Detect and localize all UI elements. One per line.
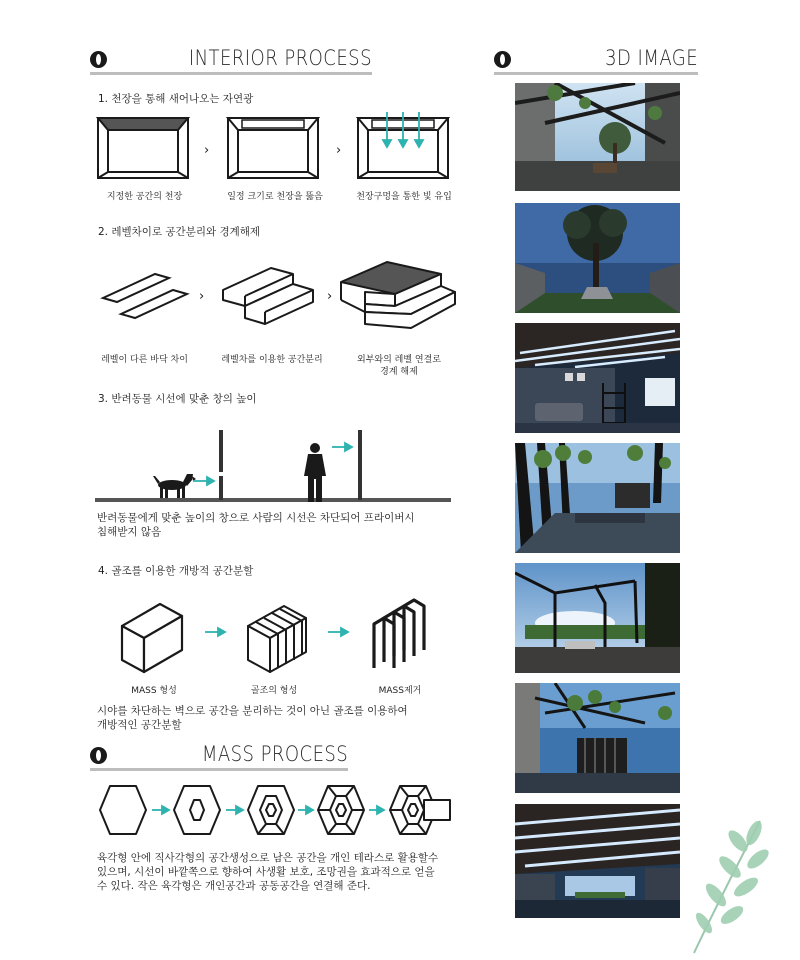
step4-caption-2: 골조의 형성 xyxy=(250,686,298,696)
header-rule xyxy=(90,72,372,75)
ceiling-box-opening xyxy=(228,118,318,178)
arrow-right-icon xyxy=(193,477,214,485)
bullet-icon xyxy=(90,747,107,764)
wall-high xyxy=(358,430,362,500)
level-steps-connected xyxy=(341,262,455,328)
leaf-branch-icon xyxy=(682,815,772,955)
chevron-right-icon: › xyxy=(204,143,210,158)
mass-description-line3: 수 있다. 작은 육각형은 개인공간과 공동공간을 연결해 준다. xyxy=(97,880,371,892)
render-image-7 xyxy=(515,804,680,918)
hexagon-4 xyxy=(318,786,364,834)
arrow-right-icon xyxy=(332,443,352,451)
step2-title: 2. 레벨차이로 공간분리와 경계해제 xyxy=(98,226,261,238)
step3-diagram xyxy=(95,424,455,506)
step2-caption-3: 외부와의 레벨 연결로 xyxy=(357,355,441,365)
step1-diagram xyxy=(90,112,460,182)
step4-caption-3: MASS제거 xyxy=(378,686,422,696)
render-image-2 xyxy=(515,203,680,313)
arrow-right-icon xyxy=(328,628,348,636)
ground-line xyxy=(95,498,451,502)
chevron-right-icon: › xyxy=(199,289,205,304)
chevron-right-icon: › xyxy=(336,143,342,158)
ceiling-box-solid xyxy=(98,118,188,178)
render-image-3 xyxy=(515,323,680,433)
step1-title: 1. 천장을 통해 새어나오는 자연광 xyxy=(98,93,254,105)
mass-process-title: MASS PROCESS xyxy=(201,742,348,766)
step4-title: 4. 골조를 이용한 개방적 공간분할 xyxy=(98,565,254,577)
mass-description-line2: 있으며, 시선이 바깥쪽으로 향하여 사생활 보호, 조망권을 효과적으로 얻을 xyxy=(97,866,435,878)
hexagon-5 xyxy=(390,786,450,834)
bullet-icon xyxy=(494,51,511,68)
mass-process-diagram xyxy=(90,778,460,844)
render-image-6 xyxy=(515,683,680,793)
step2-caption-4: 경계 해제 xyxy=(380,367,418,377)
interior-process-title: INTERIOR PROCESS xyxy=(188,46,372,70)
mass-process-header xyxy=(90,742,348,772)
step4-description-line2: 개방적인 공간분할 xyxy=(97,719,182,731)
header-rule xyxy=(90,768,348,771)
hexagon-1 xyxy=(100,786,146,834)
arrow-right-icon xyxy=(205,628,225,636)
image3d-header xyxy=(494,46,698,76)
render-image-1 xyxy=(515,83,680,191)
window-gap xyxy=(219,472,223,476)
step4-caption-1: MASS 형성 xyxy=(131,686,177,696)
hexagon-2 xyxy=(174,786,220,834)
render-image-5 xyxy=(515,563,680,673)
step3-title: 3. 반려동물 시선에 맞춘 창의 높이 xyxy=(98,393,257,405)
bullet-icon xyxy=(90,51,107,68)
step3-description-line1: 반려동물에게 맞춘 높이의 창으로 사람의 시선은 차단되어 프라이버시 xyxy=(97,512,415,524)
step4-description-line1: 시야를 차단하는 벽으로 공간을 분리하는 것이 아닌 골조를 이용하여 xyxy=(97,705,408,717)
frame-with-mass xyxy=(248,606,306,672)
mass-description-line1: 육각형 안에 직사각형의 공간생성으로 남은 공간을 개인 테라스로 활용할수 xyxy=(97,852,439,864)
frames-only xyxy=(374,600,424,668)
hexagon-3 xyxy=(248,786,294,834)
step1-caption-2: 일정 크기로 천장을 뚫음 xyxy=(227,192,323,202)
level-strips xyxy=(103,274,187,318)
step2-diagram xyxy=(95,260,465,340)
step3-description-line2: 침해받지 않음 xyxy=(97,526,162,538)
step4-diagram xyxy=(110,598,440,676)
level-steps xyxy=(223,268,313,324)
step1-caption-3: 천장구멍을 통한 빛 유입 xyxy=(356,192,452,202)
mass-block xyxy=(122,604,182,672)
interior-process-header xyxy=(90,46,372,76)
dog-icon xyxy=(153,474,196,498)
image3d-title: 3D IMAGE xyxy=(605,46,698,70)
step2-caption-2: 레벨차를 이용한 공간분리 xyxy=(221,355,323,365)
render-image-4 xyxy=(515,443,680,553)
person-icon xyxy=(304,443,326,502)
wall-low-window xyxy=(219,430,223,500)
header-rule xyxy=(494,72,698,75)
step1-caption-1: 지정한 공간의 천장 xyxy=(106,192,183,202)
chevron-right-icon: › xyxy=(327,289,333,304)
step2-caption-1: 레벨이 다른 바닥 차이 xyxy=(101,355,188,365)
